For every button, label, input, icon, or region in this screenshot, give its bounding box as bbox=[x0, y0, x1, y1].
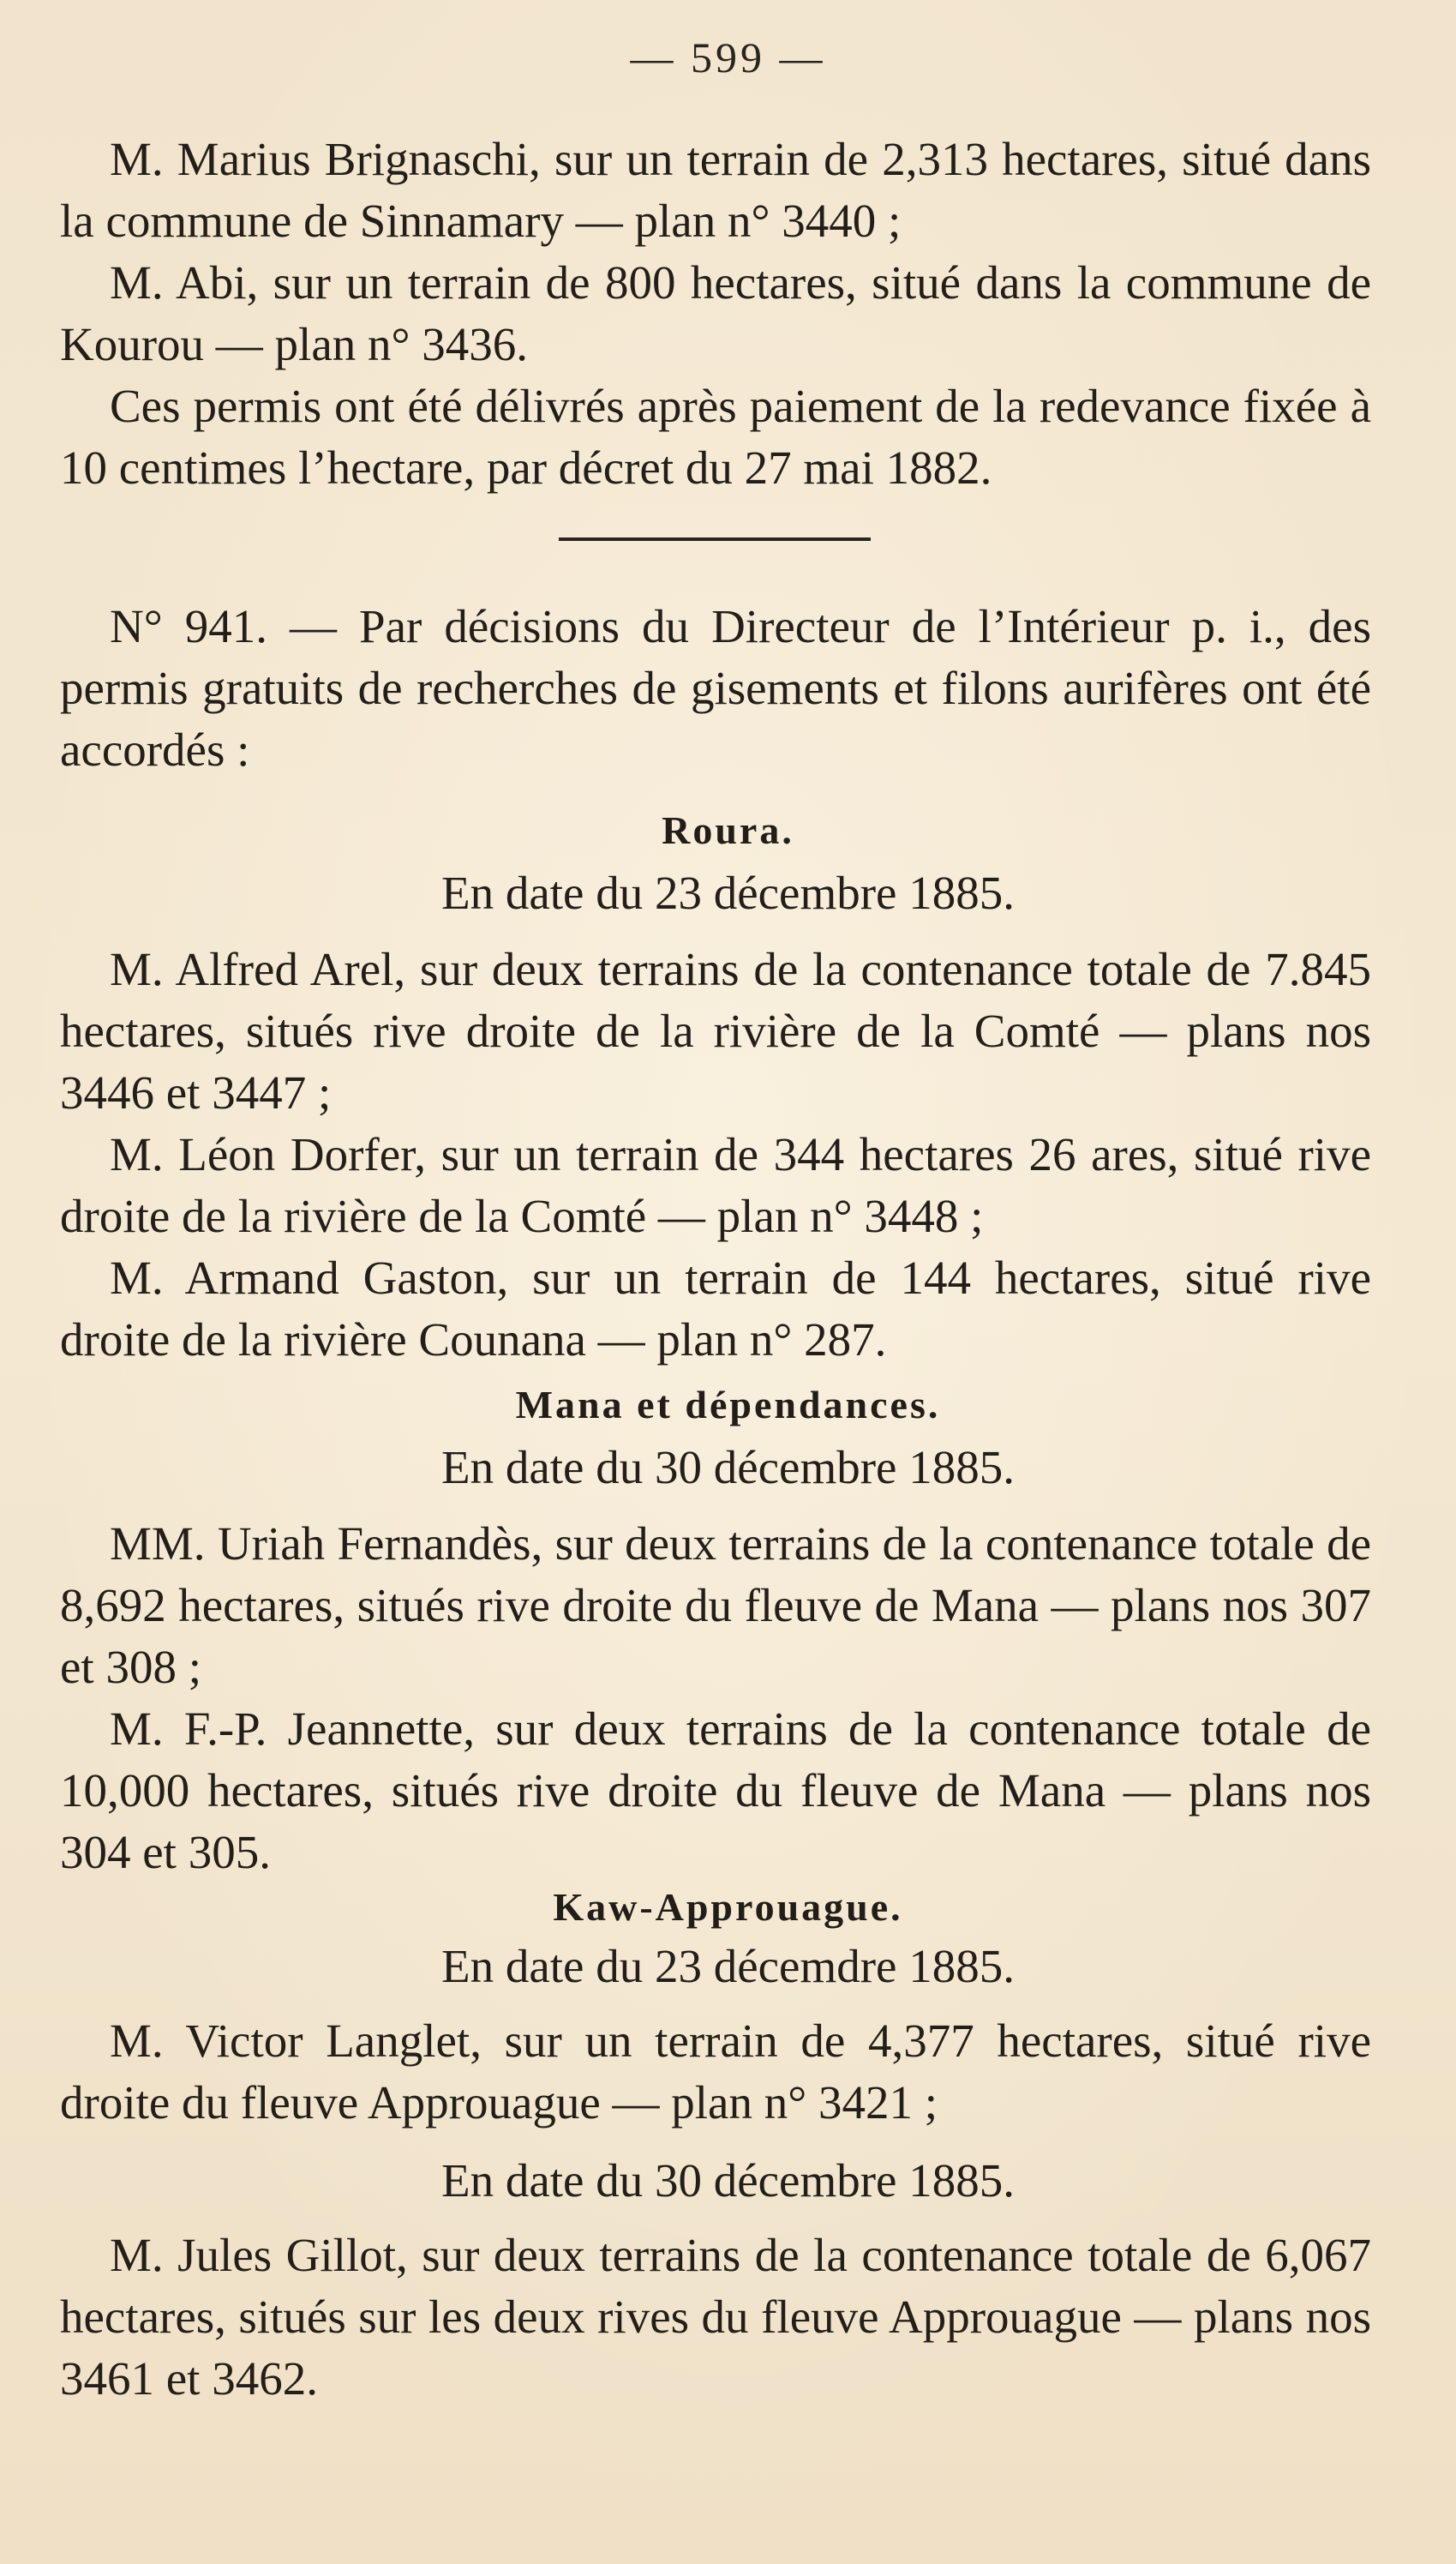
date-line-kaw-1: En date du 23 décemdre 1885. bbox=[441, 1940, 1015, 1992]
date-line-roura: En date du 23 décembre 1885. bbox=[441, 867, 1015, 919]
entry-jeannette: M. F.-P. Jeannette, sur deux terrains de la contenance totale de 10,000 hectares, situés rive droite du fleuve de Mana — plans nos 304 et 305. bbox=[60, 1702, 1371, 1878]
roura-entries bbox=[60, 939, 1371, 1371]
entry-gaston: M. Armand Gaston, sur un terrain de 144 hectares, situé rive droite de la rivière Counana — plan n° 287. bbox=[60, 1252, 1371, 1366]
kaw-entries-2 bbox=[60, 2225, 1371, 2410]
kaw-entries-1 bbox=[60, 2010, 1371, 2134]
paragraph-fee-notice: Ces permis ont été délivrés après paiement de la redevance fixée à 10 centimes l’hectare, par décret du 27 mai 1882. bbox=[60, 380, 1371, 494]
section-title-mana: Mana et dépendances. bbox=[515, 1383, 941, 1426]
section-title-roura: Roura. bbox=[662, 808, 794, 852]
paragraph-abi: M. Abi, sur un terrain de 800 hectares, situé dans la commune de Kourou — plan n° 3436. bbox=[60, 256, 1371, 370]
intro-block bbox=[60, 129, 1371, 499]
page-number: — 599 — bbox=[630, 33, 826, 81]
entry-dorfer: M. Léon Dorfer, sur un terrain de 344 hectares 26 ares, situé rive droite de la rivière de la Comté — plan n° 3448 ; bbox=[60, 1128, 1371, 1242]
date-line-mana: En date du 30 décembre 1885. bbox=[441, 1441, 1015, 1493]
section-divider-rule bbox=[559, 537, 871, 541]
paragraph-decision-941: N° 941. — Par décisions du Directeur de l’Intérieur p. i., des permis gratuits de recherches de gisements et filons aurifères ont été accordés : bbox=[60, 600, 1371, 776]
paragraph-brignaschi: M. Marius Brignaschi, sur un terrain de 2,313 hectares, situé dans la commune de Sinnamary — plan n° 3440 ; bbox=[60, 133, 1371, 247]
section-title-kaw-approuague: Kaw-Approuague. bbox=[553, 1885, 903, 1929]
date-line-kaw-2: En date du 30 décembre 1885. bbox=[441, 2154, 1015, 2207]
decision-block bbox=[60, 596, 1371, 781]
entry-langlet: M. Victor Langlet, sur un terrain de 4,377 hectares, situé rive droite du fleuve Approuague — plan n° 3421 ; bbox=[60, 2015, 1371, 2129]
entry-gillot: M. Jules Gillot, sur deux terrains de la contenance totale de 6,067 hectares, situés sur les deux rives du fleuve Approuague — plans nos 3461 et 3462. bbox=[60, 2229, 1371, 2405]
entry-arel: M. Alfred Arel, sur deux terrains de la contenance totale de 7.845 hectares, situés rive droite de la rivière de la Comté — plans nos 3446 et 3447 ; bbox=[60, 943, 1371, 1119]
entry-fernandes: MM. Uriah Fernandès, sur deux terrains de la contenance totale de 8,692 hectares, situés rive droite du fleuve de Mana — plans nos 307 et 308 ; bbox=[60, 1517, 1371, 1693]
mana-entries bbox=[60, 1513, 1371, 1883]
